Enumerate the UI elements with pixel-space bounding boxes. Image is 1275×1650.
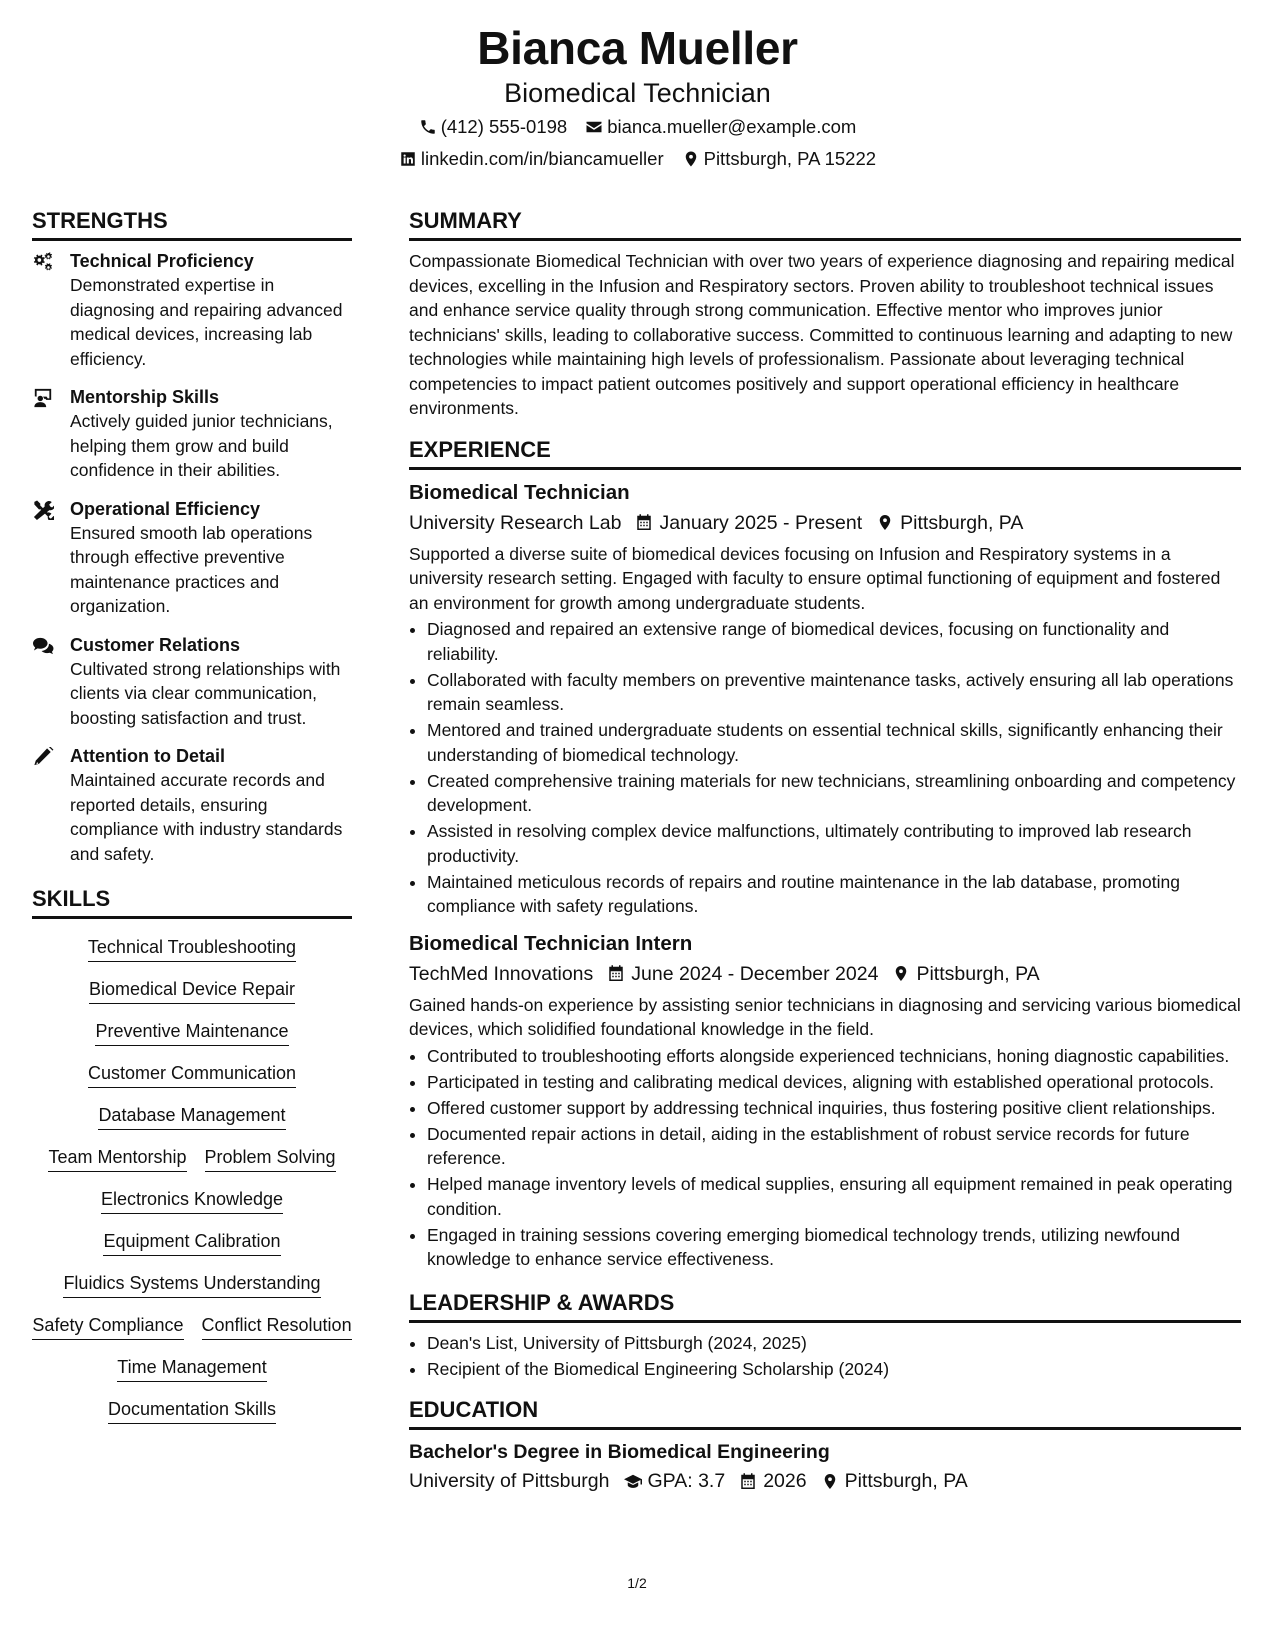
education-degree: Bachelor's Degree in Biomedical Engineering: [409, 1441, 830, 1463]
job-bullet: • Created comprehensive training materials for new technicians, streamlining onboarding and competency development.: [427, 769, 1241, 818]
tools-icon: [32, 500, 54, 520]
job-bullet: • Helped manage inventory levels of medical supplies, ensuring all equipment remained in peak operating condition.: [427, 1172, 1241, 1221]
job-bullet: • Maintained meticulous records of repairs and routine maintenance in the lab database, promoting compliance with safety regulations.: [427, 870, 1241, 919]
contact-email[interactable]: [585, 114, 856, 140]
education-gpa: GPA: 3.7: [647, 1470, 726, 1492]
skill-tag: Conflict Resolution: [202, 1311, 352, 1340]
education-year: 2026: [763, 1470, 807, 1492]
skill-tag: Technical Troubleshooting: [88, 933, 296, 962]
job-meta: [409, 959, 1241, 989]
job-company: University Research Lab: [409, 511, 622, 534]
skill-tag: Electronics Knowledge: [101, 1185, 283, 1214]
skill-tag: Team Mentorship: [48, 1143, 186, 1172]
strengths-heading: STRENGTHS: [32, 206, 352, 241]
education-location: Pittsburgh, PA: [844, 1470, 968, 1492]
location-text: Pittsburgh, PA 15222: [703, 148, 877, 169]
phone-icon: [419, 118, 437, 136]
education-meta: [409, 1466, 1241, 1496]
contact-row-2: [0, 146, 1275, 172]
job-bullet: • Contributed to troubleshooting efforts alongside experienced technicians, honing diagnostic capabilities.: [427, 1044, 1241, 1069]
job-bullet: • Engaged in training sessions covering emerging biomedical technology trends, utilizing newfound knowledge to enhance service effectiveness.: [427, 1223, 1241, 1272]
job-bullet: • Documented repair actions in detail, aiding in the establishment of robust service records for future reference.: [427, 1122, 1241, 1171]
candidate-name: Bianca Mueller: [477, 22, 798, 74]
strength-item: [32, 633, 352, 731]
email-text: bianca.mueller@example.com: [607, 116, 857, 137]
skill-tag: Documentation Skills: [108, 1395, 276, 1424]
strength-desc: Demonstrated expertise in diagnosing and repairing advanced medical devices, increasing lab efficiency.: [70, 275, 343, 369]
right-column: [409, 206, 1241, 1500]
strength-desc: Actively guided junior technicians, helping them grow and build confidence in their abilities.: [70, 411, 333, 480]
strength-item: [32, 385, 352, 483]
skill-tag: Fluidics Systems Understanding: [63, 1269, 320, 1298]
strengths-list: [32, 249, 352, 866]
teacher-icon: [32, 388, 54, 408]
job-meta: [409, 508, 1241, 538]
strength-name: Technical Proficiency: [70, 251, 254, 271]
skill-tag: Customer Communication: [88, 1059, 296, 1088]
job-description: Gained hands-on experience by assisting senior technicians in diagnosing and servicing various biomedical devices, which solidified foundational knowledge in the field.: [409, 994, 1241, 1039]
job-bullets: [409, 1044, 1241, 1272]
skills-list: [32, 927, 352, 1424]
skill-tag: Time Management: [117, 1353, 266, 1382]
summary-heading: SUMMARY: [409, 206, 1241, 241]
strength-name: Attention to Detail: [70, 746, 225, 766]
job-bullets: [409, 617, 1241, 919]
map-pin-icon: [892, 964, 910, 983]
phone-text: (412) 555-0198: [440, 116, 568, 137]
strength-desc: Cultivated strong relationships with clients via clear communication, boosting satisfaction and trust.: [70, 658, 341, 728]
left-column: [32, 206, 352, 1424]
map-pin-icon: [682, 150, 700, 168]
job-bullet: • Mentored and trained undergraduate students on essential technical skills, significantly enhancing their understanding of biomedical technology.: [427, 718, 1241, 767]
strength-item: [32, 497, 352, 619]
job-entry: [409, 929, 1241, 1272]
calendar-icon: [635, 513, 653, 532]
skill-tag: Equipment Calibration: [103, 1227, 280, 1256]
contact-linkedin[interactable]: [399, 146, 664, 172]
strength-desc: Ensured smooth lab operations through effective preventive maintenance practices and organization.: [70, 522, 313, 616]
linkedin-icon: [399, 150, 417, 168]
award-item: • Recipient of the Biomedical Engineering Scholarship (2024): [427, 1357, 1241, 1382]
award-item: • Dean's List, University of Pittsburgh (2024, 2025): [427, 1331, 1241, 1356]
chat-icon: [32, 636, 54, 656]
strength-item: [32, 249, 352, 371]
job-company: TechMed Innovations: [409, 962, 594, 985]
strength-desc: Maintained accurate records and reported details, ensuring compliance with industry standards and safety.: [70, 770, 343, 864]
job-title: Biomedical Technician: [409, 480, 630, 504]
job-location: Pittsburgh, PA: [916, 962, 1040, 985]
skill-tag: Database Management: [98, 1101, 285, 1130]
strength-name: Operational Efficiency: [70, 498, 261, 519]
job-bullet: • Offered customer support by addressing technical inquiries, thus fostering positive client relationships.: [427, 1096, 1241, 1121]
page-number: 1/2: [627, 1575, 647, 1591]
education-heading: EDUCATION: [409, 1395, 1241, 1430]
resume-header: [0, 18, 1275, 172]
leadership-list: [409, 1331, 1241, 1382]
candidate-title: Biomedical Technician: [504, 78, 771, 108]
linkedin-text: linkedin.com/in/biancamueller: [420, 148, 664, 169]
contact-location: [682, 146, 876, 172]
education-school: University of Pittsburgh: [409, 1470, 610, 1492]
job-description: Supported a diverse suite of biomedical devices focusing on Infusion and Respiratory systems in a university research setting. Engaged with faculty to ensure optimal functioning of equipment and fostered an environment for growth among undergraduate students.: [409, 543, 1221, 613]
skill-tag: Problem Solving: [205, 1143, 336, 1172]
job-bullet: • Participated in testing and calibrating medical devices, aligning with established operational protocols.: [427, 1070, 1241, 1095]
job-dates: January 2025 - Present: [659, 511, 863, 534]
calendar-icon: [739, 1472, 757, 1491]
gears-icon: [32, 252, 54, 272]
calendar-icon: [607, 964, 625, 983]
strength-name: Customer Relations: [70, 634, 241, 655]
skills-heading: SKILLS: [32, 884, 352, 919]
envelope-icon: [585, 118, 603, 136]
pencil-icon: [32, 747, 54, 767]
graduation-cap-icon: [624, 1472, 642, 1491]
contact-row-1: [0, 114, 1275, 140]
job-entry: [409, 478, 1241, 919]
map-pin-icon: [876, 513, 894, 532]
job-location: Pittsburgh, PA: [900, 511, 1024, 534]
skill-tag: Safety Compliance: [32, 1311, 183, 1340]
job-dates: June 2024 - December 2024: [631, 962, 879, 985]
contact-phone[interactable]: [419, 114, 568, 140]
skill-tag: Preventive Maintenance: [95, 1017, 288, 1046]
skill-tag: Biomedical Device Repair: [89, 975, 295, 1004]
job-bullet: • Assisted in resolving complex device malfunctions, ultimately contributing to improved lab research productivity.: [427, 819, 1241, 868]
strength-name: Mentorship Skills: [70, 387, 220, 407]
job-title: Biomedical Technician Intern: [409, 931, 693, 955]
leadership-heading: LEADERSHIP & AWARDS: [409, 1288, 1241, 1323]
experience-heading: EXPERIENCE: [409, 435, 1241, 470]
job-bullet: • Diagnosed and repaired an extensive range of biomedical devices, focusing on functionality and reliability.: [427, 617, 1241, 666]
job-bullet: • Collaborated with faculty members on preventive maintenance tasks, actively ensuring all lab operations remain seamless.: [427, 668, 1241, 717]
strength-item: [32, 744, 352, 866]
map-pin-icon: [821, 1472, 839, 1491]
summary-text: Compassionate Biomedical Technician with over two years of experience diagnosing and repairing medical devices, excelling in the Infusion and Respiratory sectors. Proven ability to troubleshoot technical issues and enhance service quality through strong communication. Effective mentor who improves junior technicians' skills, leading to collaborative success. Committed to continuous learning and adapting to new technologies while maintaining high levels of professionalism. Passionate about leveraging technical competencies to impact patient outcomes positively and support operational efficiency in healthcare environments.: [409, 251, 1235, 418]
